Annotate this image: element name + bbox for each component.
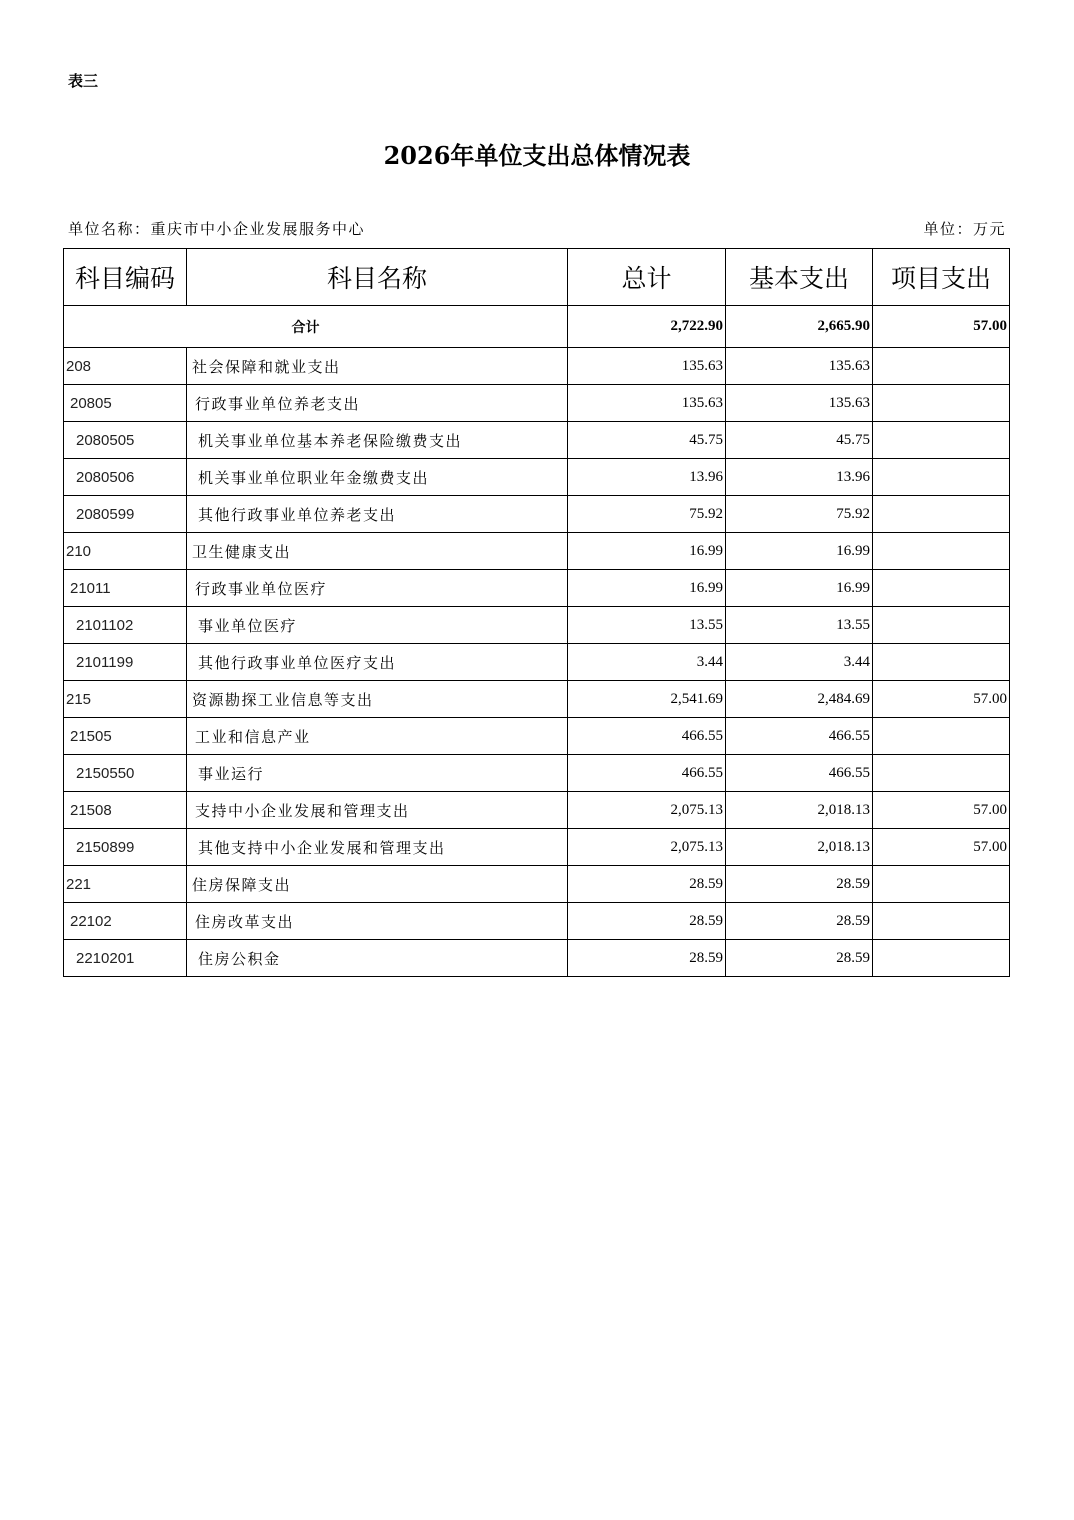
name-cell: 事业运行 xyxy=(187,755,568,792)
name-cell: 其他行政事业单位养老支出 xyxy=(187,496,568,533)
name-cell: 行政事业单位养老支出 xyxy=(187,385,568,422)
table-row xyxy=(64,607,1010,644)
total-total-cell: 2,722.90 xyxy=(568,306,726,348)
project-cell xyxy=(873,755,1010,792)
total-cell: 466.55 xyxy=(568,718,726,755)
name-cell: 其他行政事业单位医疗支出 xyxy=(187,644,568,681)
table-row xyxy=(64,533,1010,570)
total-basic-cell: 2,665.90 xyxy=(726,306,873,348)
basic-cell: 45.75 xyxy=(726,422,873,459)
project-cell xyxy=(873,385,1010,422)
column-header-code: 科目编码 xyxy=(64,249,187,306)
total-cell: 75.92 xyxy=(568,496,726,533)
total-cell: 2,075.13 xyxy=(568,829,726,866)
project-cell xyxy=(873,903,1010,940)
table-row xyxy=(64,459,1010,496)
table-row xyxy=(64,792,1010,829)
total-cell: 2,541.69 xyxy=(568,681,726,718)
project-cell: 57.00 xyxy=(873,681,1010,718)
code-cell: 2101102 xyxy=(64,607,187,644)
basic-cell: 28.59 xyxy=(726,903,873,940)
basic-cell: 135.63 xyxy=(726,348,873,385)
total-cell: 466.55 xyxy=(568,755,726,792)
org-name-label: 单位名称：重庆市中小企业发展服务中心 xyxy=(68,220,366,238)
total-cell: 135.63 xyxy=(568,348,726,385)
name-cell: 住房公积金 xyxy=(187,940,568,977)
project-cell xyxy=(873,348,1010,385)
table-row xyxy=(64,644,1010,681)
code-cell: 22102 xyxy=(64,903,187,940)
total-cell: 2,075.13 xyxy=(568,792,726,829)
code-cell: 2080599 xyxy=(64,496,187,533)
code-cell: 21505 xyxy=(64,718,187,755)
basic-cell: 28.59 xyxy=(726,866,873,903)
total-cell: 3.44 xyxy=(568,644,726,681)
name-cell: 工业和信息产业 xyxy=(187,718,568,755)
total-cell: 28.59 xyxy=(568,866,726,903)
code-cell: 208 xyxy=(64,348,187,385)
table-number-label: 表三 xyxy=(68,72,99,90)
table-row xyxy=(64,829,1010,866)
project-cell xyxy=(873,718,1010,755)
basic-cell: 16.99 xyxy=(726,570,873,607)
project-cell xyxy=(873,459,1010,496)
column-header-total: 总计 xyxy=(568,249,726,306)
table-row xyxy=(64,385,1010,422)
name-cell: 住房改革支出 xyxy=(187,903,568,940)
table-row xyxy=(64,866,1010,903)
table-row xyxy=(64,681,1010,718)
total-cell: 28.59 xyxy=(568,940,726,977)
total-cell: 16.99 xyxy=(568,570,726,607)
code-cell: 221 xyxy=(64,866,187,903)
column-header-basic: 基本支出 xyxy=(726,249,873,306)
code-cell: 2210201 xyxy=(64,940,187,977)
project-cell xyxy=(873,866,1010,903)
code-cell: 21011 xyxy=(64,570,187,607)
name-cell: 机关事业单位基本养老保险缴费支出 xyxy=(187,422,568,459)
basic-cell: 2,018.13 xyxy=(726,792,873,829)
column-header-project: 项目支出 xyxy=(873,249,1010,306)
total-cell: 16.99 xyxy=(568,533,726,570)
basic-cell: 466.55 xyxy=(726,718,873,755)
code-cell: 210 xyxy=(64,533,187,570)
name-cell: 机关事业单位职业年金缴费支出 xyxy=(187,459,568,496)
basic-cell: 2,484.69 xyxy=(726,681,873,718)
total-row xyxy=(64,306,1010,348)
basic-cell: 13.55 xyxy=(726,607,873,644)
basic-cell: 16.99 xyxy=(726,533,873,570)
name-cell: 其他支持中小企业发展和管理支出 xyxy=(187,829,568,866)
basic-cell: 13.96 xyxy=(726,459,873,496)
name-cell: 资源勘探工业信息等支出 xyxy=(187,681,568,718)
code-cell: 21508 xyxy=(64,792,187,829)
table-row xyxy=(64,422,1010,459)
total-cell: 45.75 xyxy=(568,422,726,459)
project-cell: 57.00 xyxy=(873,829,1010,866)
code-cell: 2150550 xyxy=(64,755,187,792)
basic-cell: 75.92 xyxy=(726,496,873,533)
project-cell xyxy=(873,496,1010,533)
project-cell xyxy=(873,644,1010,681)
table-row xyxy=(64,940,1010,977)
basic-cell: 28.59 xyxy=(726,940,873,977)
total-cell: 13.96 xyxy=(568,459,726,496)
table-row xyxy=(64,903,1010,940)
project-cell xyxy=(873,422,1010,459)
total-cell: 135.63 xyxy=(568,385,726,422)
unit-label: 单位：万元 xyxy=(923,220,1006,238)
total-cell: 28.59 xyxy=(568,903,726,940)
table-row xyxy=(64,570,1010,607)
table-header-row xyxy=(64,249,1010,306)
project-cell xyxy=(873,607,1010,644)
table-row xyxy=(64,496,1010,533)
code-cell: 2080505 xyxy=(64,422,187,459)
project-cell xyxy=(873,533,1010,570)
total-cell: 13.55 xyxy=(568,607,726,644)
total-label: 合计 xyxy=(64,306,568,348)
total-project-cell: 57.00 xyxy=(873,306,1010,348)
code-cell: 20805 xyxy=(64,385,187,422)
basic-cell: 466.55 xyxy=(726,755,873,792)
code-cell: 2150899 xyxy=(64,829,187,866)
page-title: 2026年单位支出总体情况表 xyxy=(383,141,691,170)
name-cell: 支持中小企业发展和管理支出 xyxy=(187,792,568,829)
basic-cell: 135.63 xyxy=(726,385,873,422)
project-cell xyxy=(873,570,1010,607)
code-cell: 2080506 xyxy=(64,459,187,496)
expenditure-table xyxy=(63,248,1010,977)
name-cell: 社会保障和就业支出 xyxy=(187,348,568,385)
name-cell: 行政事业单位医疗 xyxy=(187,570,568,607)
table-row xyxy=(64,755,1010,792)
name-cell: 事业单位医疗 xyxy=(187,607,568,644)
table-row xyxy=(64,348,1010,385)
basic-cell: 2,018.13 xyxy=(726,829,873,866)
project-cell xyxy=(873,940,1010,977)
table-row xyxy=(64,718,1010,755)
name-cell: 卫生健康支出 xyxy=(187,533,568,570)
basic-cell: 3.44 xyxy=(726,644,873,681)
name-cell: 住房保障支出 xyxy=(187,866,568,903)
code-cell: 215 xyxy=(64,681,187,718)
code-cell: 2101199 xyxy=(64,644,187,681)
project-cell: 57.00 xyxy=(873,792,1010,829)
column-header-name: 科目名称 xyxy=(187,249,568,306)
